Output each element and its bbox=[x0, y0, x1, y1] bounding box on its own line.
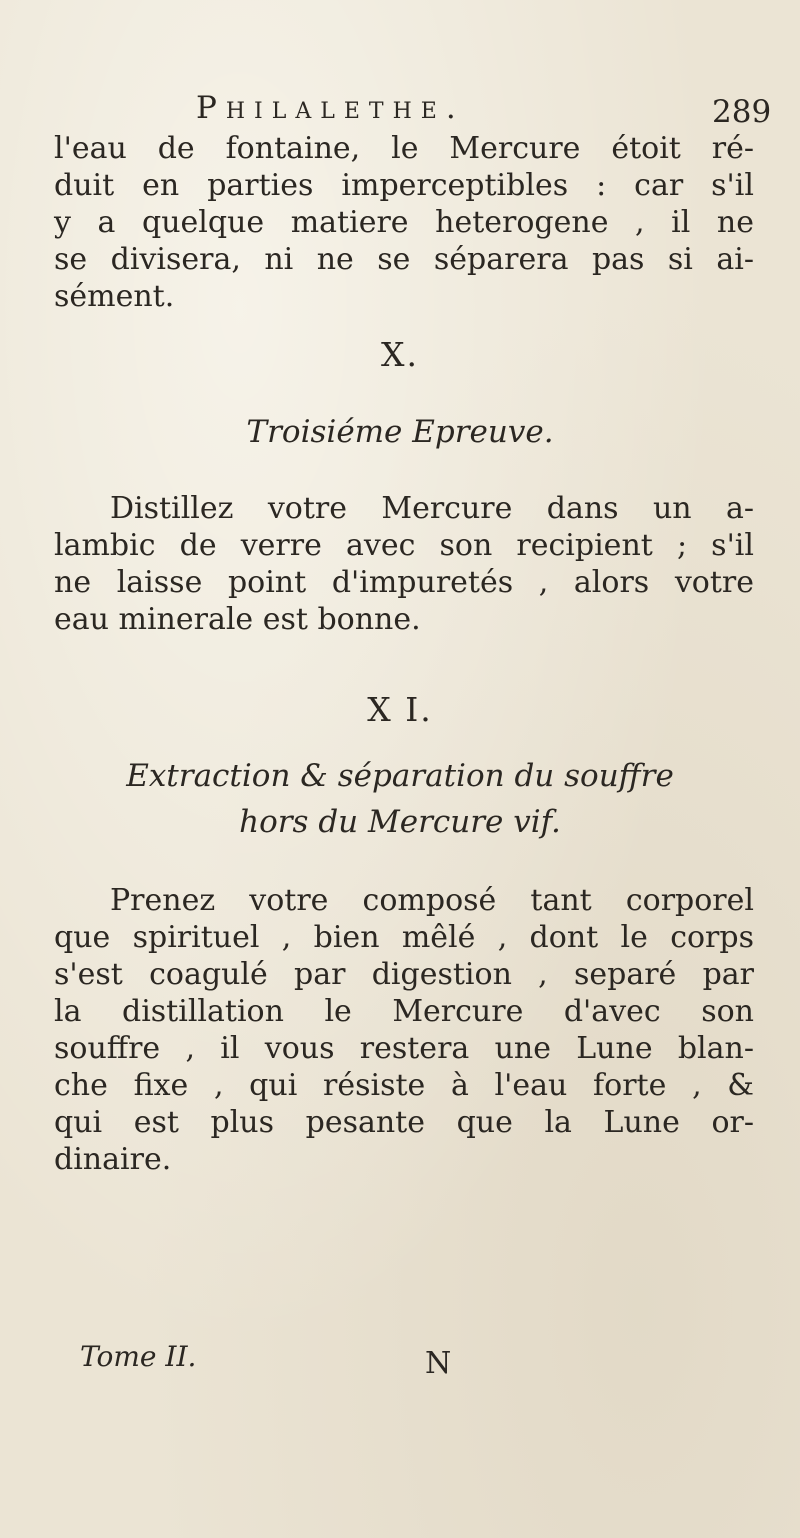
section-title-extraction-line1: Extraction & séparation du souffre bbox=[126, 758, 674, 794]
text-line: se divisera, ni ne se séparera pas si ai- bbox=[54, 242, 754, 277]
text-line: s'est coagulé par digestion , separé par bbox=[54, 957, 754, 992]
text-line: Prenez votre composé tant corporel bbox=[110, 883, 754, 918]
page-footer bbox=[0, 1340, 800, 1390]
section-title-extraction-line2: hors du Mercure vif. bbox=[239, 804, 561, 840]
paragraph-continuation bbox=[54, 130, 754, 315]
running-head bbox=[0, 90, 800, 130]
section-title-troisieme-epreuve: Troisiéme Epreuve. bbox=[246, 414, 554, 450]
section-number-x: X. bbox=[381, 335, 419, 374]
text-line: l'eau de fontaine, le Mercure étoit ré- bbox=[54, 131, 754, 166]
text-line: ne laisse point d'impuretés , alors votre bbox=[54, 565, 754, 600]
text-line: que spirituel , bien mêlé , dont le corps bbox=[54, 920, 754, 955]
section-number-xi: X I. bbox=[367, 690, 433, 729]
page-number: 289 bbox=[712, 94, 772, 130]
paragraph-prenez bbox=[54, 882, 754, 1178]
text-line: souffre , il vous restera une Lune blan- bbox=[54, 1031, 754, 1066]
text-line: sément. bbox=[54, 279, 175, 314]
text-line: y a quelque matiere heterogene , il ne bbox=[54, 205, 754, 240]
text-line: dinaire. bbox=[54, 1142, 172, 1177]
text-line: la distillation le Mercure d'avec son bbox=[54, 994, 754, 1029]
text-line: eau minerale est bonne. bbox=[54, 602, 421, 637]
running-title: Philalethe. bbox=[196, 90, 465, 126]
volume-mark: Tome II. bbox=[80, 1340, 197, 1373]
text-line: lambic de verre avec son recipient ; s'il bbox=[54, 528, 754, 563]
text-line: qui est plus pesante que la Lune or- bbox=[54, 1105, 754, 1140]
text-line: Distillez votre Mercure dans un a- bbox=[110, 491, 754, 526]
signature-mark: N bbox=[425, 1346, 452, 1381]
text-line: duit en parties imperceptibles : car s'il bbox=[54, 168, 754, 203]
text-line: che fixe , qui résiste à l'eau forte , & bbox=[54, 1068, 754, 1103]
paragraph-distillez bbox=[54, 490, 754, 638]
